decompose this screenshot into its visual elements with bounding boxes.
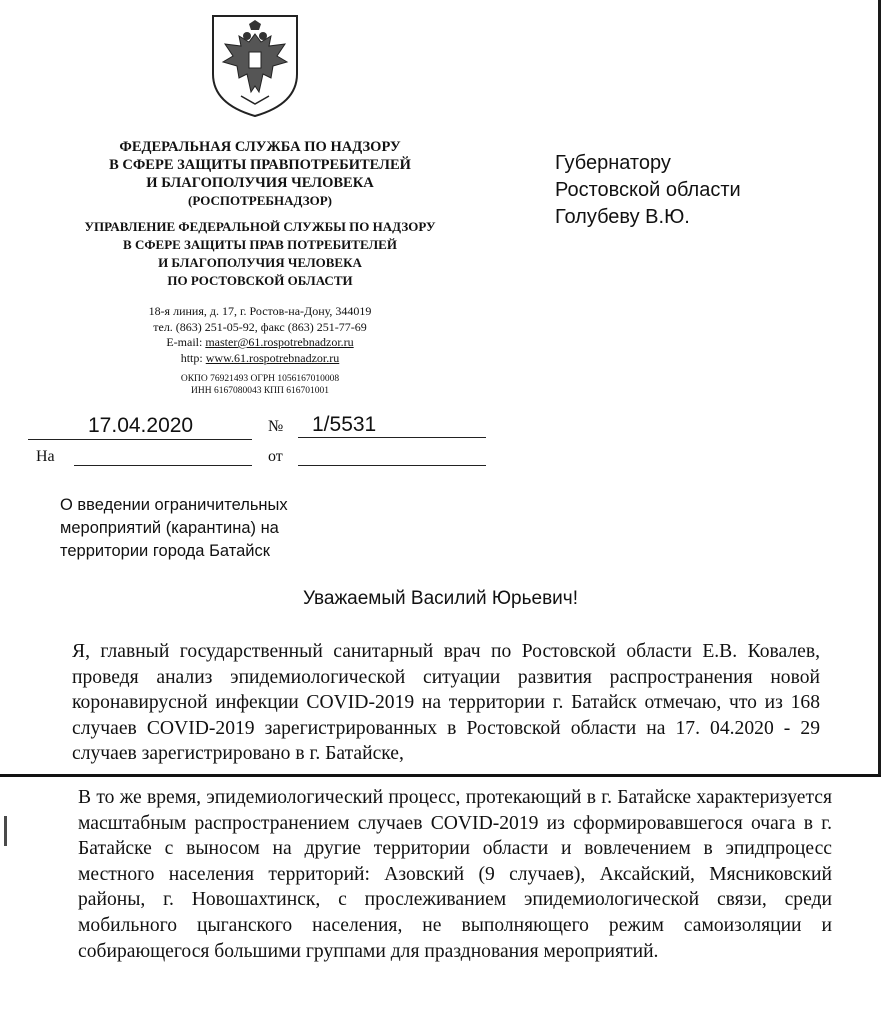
recipient-block — [555, 150, 741, 231]
department-header-line: УПРАВЛЕНИЕ ФЕДЕРАЛЬНОЙ СЛУЖБЫ ПО НАДЗОРУ — [84, 219, 436, 234]
registration-codes — [60, 374, 460, 397]
document-date: 17.04.2020 — [88, 414, 194, 437]
email-link[interactable]: master@61.rospotrebnadzor.ru — [205, 335, 354, 349]
subject-line: О введении ограничительных — [60, 496, 288, 514]
agency-header-line: ФЕДЕРАЛЬНАЯ СЛУЖБА ПО НАДЗОРУ — [119, 139, 401, 155]
on-label: На — [36, 448, 55, 465]
coat-of-arms-emblem-icon — [209, 12, 301, 120]
http-label: http: — [180, 350, 206, 365]
on-underline — [74, 465, 252, 466]
number-label: № — [268, 418, 284, 435]
codes-line: ИНН 6167080043 КПП 616701001 — [190, 385, 329, 396]
sender-phone: тел. (863) 251-05-92, факс (863) 251-77-69 — [153, 319, 367, 334]
page-edge-mark — [4, 816, 7, 846]
paragraph-text: В то же время, эпидемиологический процесс, протекающий в г. Батайске характеризуется масштабным распространением случаев COVID-2019 из сформировавшегося очага в г. Батайске с выносом на другие территории области и вовлечением в эпидпроцесс местного населения территорий: Азовский (9 случаев), Аксайский, Мясниковский районы, г. Новошахтинск, с прослеживанием эпидемиологической связи, среди мобильного цыганского населения, не выполняющего режим самоизоляции и собирающегося большими группами для празднования мероприятий. — [78, 787, 832, 962]
letter-subject — [60, 494, 288, 563]
codes-line: ОКПО 76921493 ОГРН 1056167010008 — [180, 374, 340, 384]
department-header-line: В СФЕРЕ ЗАЩИТЫ ПРАВ ПОТРЕБИТЕЛЕЙ — [123, 237, 397, 252]
department-header-line: ПО РОСТОВСКОЙ ОБЛАСТИ — [167, 273, 353, 288]
sender-address: 18-я линия, д. 17, г. Ростов-на-Дону, 344019 — [148, 304, 372, 318]
recipient-line: Губернатору — [555, 152, 671, 174]
paragraph-text: Я, главный государственный санитарный врач по Ростовской области Е.В. Ковалев, проведя анализ эпидемиологической ситуации развития распространения новой коронавирусной инфекции COVID-2019 на территории г. Батайск отмечаю, что из 168 случаев COVID-2019 зарегистрированных в Ростовской области на 17. 04.2020 - 29 случаев зарегистрировано в г. Батайске, — [72, 641, 820, 765]
document-number: 1/5531 — [312, 413, 377, 436]
from-label: от — [268, 448, 283, 465]
paragraph-epidemic-process — [20, 785, 832, 964]
number-underline — [298, 437, 486, 438]
page-cut-separator — [0, 774, 881, 777]
department-header-line: И БЛАГОПОЛУЧИЯ ЧЕЛОВЕКА — [158, 255, 362, 270]
subject-line: мероприятий (карантина) на — [60, 519, 279, 537]
salutation: Уважаемый Василий Юрьевич! — [303, 588, 578, 609]
recipient-line: Ростовской области — [555, 179, 741, 201]
agency-header — [60, 138, 460, 210]
sender-email-row — [60, 335, 460, 351]
paragraph-analysis — [14, 639, 820, 767]
sender-contacts — [60, 304, 460, 366]
sender-website-row — [60, 351, 460, 367]
agency-header-line: В СФЕРЕ ЗАЩИТЫ ПРАВПОТРЕБИТЕЛЕЙ — [109, 157, 411, 173]
agency-header-line: (РОСПОТРЕБНАДЗОР) — [188, 193, 332, 208]
email-label: E-mail: — [166, 335, 206, 349]
subject-line: территории города Батайск — [60, 542, 270, 560]
recipient-line: Голубеву В.Ю. — [555, 206, 690, 228]
from-underline — [298, 465, 486, 466]
agency-header-line: И БЛАГОПОЛУЧИЯ ЧЕЛОВЕКА — [146, 175, 374, 191]
date-underline — [28, 439, 252, 440]
website-link[interactable]: www.61.rospotrebnadzor.ru — [205, 350, 340, 365]
department-header — [60, 218, 460, 290]
